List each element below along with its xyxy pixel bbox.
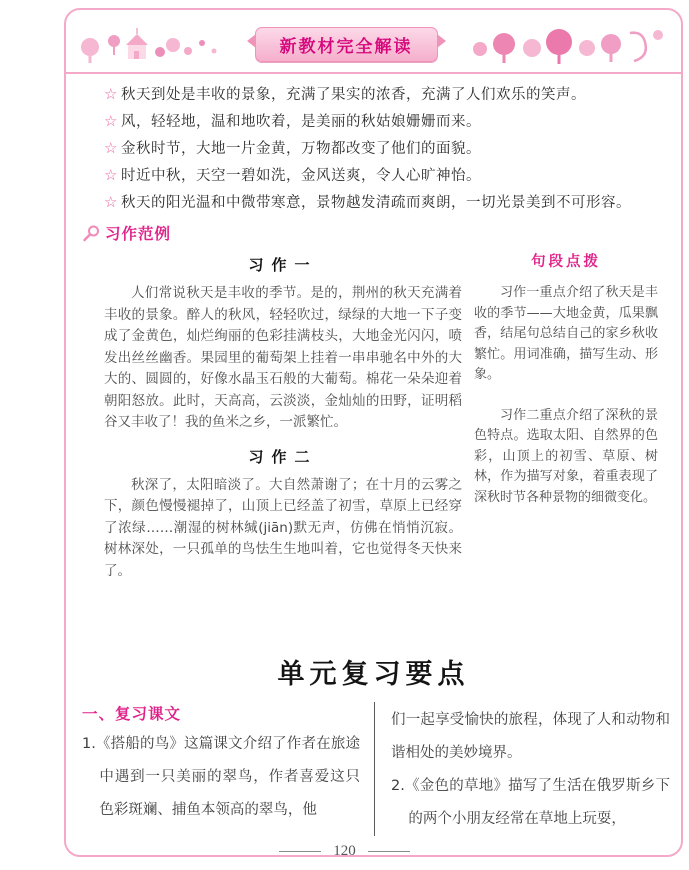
page-frame [64,8,683,857]
header-decoration-right-icon [466,19,671,69]
highlight-sentence [104,82,667,109]
essay1-body: 人们常说秋天是丰收的季节。是的，荆州的秋天充满着丰收的景象。醉人的秋风，轻轻吹过，绿绿的大地一下子变成了金黄色，灿烂绚丽的色彩挂满枝头，大地金光闪闪，喷发出丝丝幽香。果园里的葡萄架上挂着一串串驰名中外的大大的、圆圆的，好像水晶玉石般的大葡萄。棉花一朵朵迎着朝阳怒放。此时，天高高，云淡淡，金灿灿的田野，证明稻谷又丰收了！我的鱼米之乡，一派繁忙。 [104,285,462,430]
highlight-sentence [104,190,667,217]
tips-title: 句段点拨 [531,254,601,270]
highlight-text: 金秋时节，大地一片金黄，万物都改变了他们的面貌。 [120,141,481,157]
magnifier-icon [82,225,100,242]
highlight-sentence [104,109,667,136]
highlight-sentence [104,163,667,190]
review-subtitle: 一、复习课文 [82,706,182,723]
highlight-sentence-list [104,82,667,217]
book-title: 新教材完全解读 [279,36,413,56]
footer-dash-left [279,851,321,853]
essay1-title: 习作一 [248,257,318,274]
highlight-sentence [104,136,667,163]
unit-review-title: 单元复习要点 [277,659,470,689]
header-decoration-left-icon [76,21,226,67]
section-label-writing-examples [82,222,171,244]
review-columns [82,702,670,836]
highlight-text: 秋天的阳光温和中微带寒意，景物越发清疏而爽朗，一切光景美到不可形容。 [120,195,631,211]
star-bullet-icon: ☆ [104,114,118,130]
highlight-text: 时近中秋，天空一碧如洗，金风送爽，令人心旷神怡。 [120,168,481,184]
star-bullet-icon: ☆ [104,168,118,184]
essay2-body: 秋深了，太阳暗淡了。大自然萧谢了；在十月的云雾之下，颜色慢慢褪掉了，山顶上已经盖了初雪，草原上已经穿了浓绿……潮湿的树林缄(jiān)默无声，仿佛在悄悄沉寂。树林深处，一只孤单的鸟怯生生地叫着，它也觉得冬天快来了。 [104,476,462,579]
page-footer [0,843,689,860]
review-left-column [82,702,374,836]
essay2-title: 习作二 [248,448,318,466]
star-bullet-icon: ☆ [104,195,118,211]
footer-dash-right [368,851,410,853]
review-left-paragraph: 1.《搭船的鸟》这篇课文介绍了作者在旅途中遇到一只美丽的翠鸟，作者喜爱这只色彩斑斓、捕鱼本领高的翠鸟，他 [82,736,360,818]
tips-paragraph-1: 习作一重点介绍了秋天是丰收的季节——大地金黄，瓜果飘香，结尾句总结自己的家乡秋收繁忙。用词准确，描写生动、形象。 [474,285,658,382]
tips-column [474,250,658,528]
star-bullet-icon: ☆ [104,87,118,103]
highlight-text: 风，轻轻地，温和地吹着，是美丽的秋姑娘姗姗而来。 [120,114,481,130]
star-bullet-icon: ☆ [104,141,118,157]
section-label-text: 习作范例 [105,226,172,243]
essay-column [104,250,462,582]
review-right-paragraph-2: 2.《金色的草地》描写了生活在俄罗斯乡下的两个小朋友经常在草地上玩耍， [391,778,670,827]
header-banner [66,10,681,74]
review-right-paragraph-1: 们一起享受愉快的旅程，体现了人和动物和谐相处的美妙境界。 [391,712,670,761]
highlight-text: 秋天到处是丰收的景象，充满了果实的浓香，充满了人们欢乐的笑声。 [120,87,586,103]
tips-paragraph-2: 习作二重点介绍了深秋的景色特点。选取太阳、自然界的色彩，山顶上的初雪、草原、树林，作为描写对象，着重表现了深秋时节各种景物的细微变化。 [474,407,658,505]
page-number: 120 [333,843,356,859]
book-title-ribbon [255,27,438,62]
review-right-column [374,702,670,836]
